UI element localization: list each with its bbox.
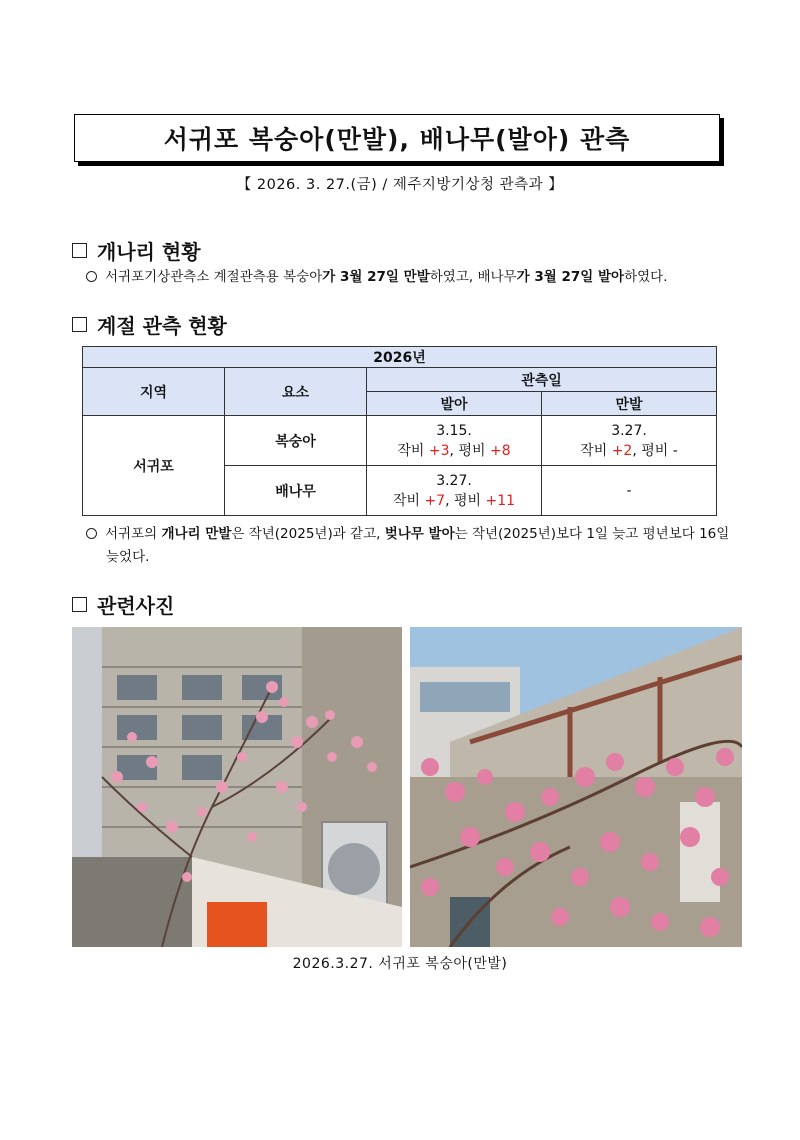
table-cell-bloom: - bbox=[542, 466, 717, 516]
note-text-2: 개나리 만발 bbox=[161, 526, 232, 542]
bullet-status bbox=[86, 266, 736, 289]
note-text-3: 은 작년(2025년)과 같고, bbox=[231, 526, 385, 542]
table-header-sprout: 발아 bbox=[367, 392, 542, 416]
compare-label: 작비 bbox=[397, 442, 425, 459]
photo-peach-blossom-closeup bbox=[410, 627, 742, 947]
note-text-1: 서귀포의 bbox=[105, 526, 162, 542]
table-header-element: 요소 bbox=[225, 368, 367, 416]
photo-caption: 2026.3.27. 서귀포 복숭아(만발) bbox=[292, 956, 508, 972]
table-row bbox=[83, 416, 717, 466]
bloom-date: 3.27. bbox=[611, 422, 647, 439]
compare-label: 작비 bbox=[392, 492, 420, 509]
circle-outline-icon bbox=[86, 528, 97, 539]
compare-value: +8 bbox=[489, 442, 511, 459]
table-year-header: 2026년 bbox=[83, 347, 717, 368]
compare-label: 평비 bbox=[454, 492, 482, 509]
section-heading-photos bbox=[72, 590, 174, 619]
section-heading-status bbox=[72, 236, 201, 265]
square-outline-icon bbox=[72, 317, 87, 332]
photo-left-image bbox=[72, 627, 402, 947]
compare-value: +2 bbox=[611, 442, 633, 459]
compare-label: 작비 bbox=[580, 442, 608, 459]
section-heading-text: 계절 관측 현황 bbox=[97, 314, 227, 338]
table-cell-bloom bbox=[542, 416, 717, 466]
sprout-date: 3.27. bbox=[436, 472, 472, 489]
compare-value: - bbox=[672, 442, 678, 459]
table-header-region: 지역 bbox=[83, 368, 225, 416]
table-cell-element: 배나무 bbox=[225, 466, 367, 516]
compare-label: 평비 bbox=[458, 442, 486, 459]
compare-value: +11 bbox=[485, 492, 516, 509]
bullet-text-5: 하였다. bbox=[624, 269, 668, 285]
note-text-4: 벚나무 발아 bbox=[384, 526, 455, 542]
note-text-5: 는 작년(2025년)보다 1일 늦고 평년보다 16일 늦었다. bbox=[106, 526, 730, 565]
table-cell-region: 서귀포 bbox=[83, 416, 225, 516]
page-title-text: 서귀포 복숭아(만발), 배나무(발아) 관측 bbox=[163, 125, 631, 154]
table-cell-sprout bbox=[367, 466, 542, 516]
table-header-obs-date: 관측일 bbox=[367, 368, 717, 392]
compare-value: +3 bbox=[428, 442, 450, 459]
section-heading-text: 개나리 현황 bbox=[97, 240, 201, 264]
bullet-note bbox=[86, 523, 736, 569]
sprout-compare: 작비 +3, 평비 +8 bbox=[397, 442, 511, 459]
bullet-text-2: 가 3월 27일 만발 bbox=[322, 269, 430, 285]
circle-outline-icon bbox=[86, 271, 97, 282]
subtitle: 【 2026. 3. 27.(금) / 제주지방기상청 관측과 】 bbox=[236, 177, 564, 193]
observation-table bbox=[82, 346, 717, 516]
compare-value: +7 bbox=[424, 492, 446, 509]
table-cell-element: 복숭아 bbox=[225, 416, 367, 466]
sprout-compare: 작비 +7, 평비 +11 bbox=[392, 492, 516, 509]
bullet-text-4: 가 3월 27일 발아 bbox=[516, 269, 625, 285]
page-title bbox=[74, 114, 720, 162]
bullet-text-1: 서귀포기상관측소 계절관측용 복숭아 bbox=[105, 269, 323, 285]
table-cell-sprout bbox=[367, 416, 542, 466]
section-heading-observation bbox=[72, 310, 227, 339]
section-heading-text: 관련사진 bbox=[97, 594, 175, 618]
bloom-compare: 작비 +2, 평비 - bbox=[580, 442, 678, 459]
photo-peach-blossom-building bbox=[72, 627, 402, 947]
square-outline-icon bbox=[72, 243, 87, 258]
table-header-bloom: 만발 bbox=[542, 392, 717, 416]
photo-right-image bbox=[410, 627, 742, 947]
bullet-text-3: 하였고, 배나무 bbox=[429, 269, 517, 285]
compare-label: 평비 bbox=[641, 442, 669, 459]
sprout-date: 3.15. bbox=[436, 422, 472, 439]
square-outline-icon bbox=[72, 597, 87, 612]
photo-gallery bbox=[72, 627, 742, 947]
